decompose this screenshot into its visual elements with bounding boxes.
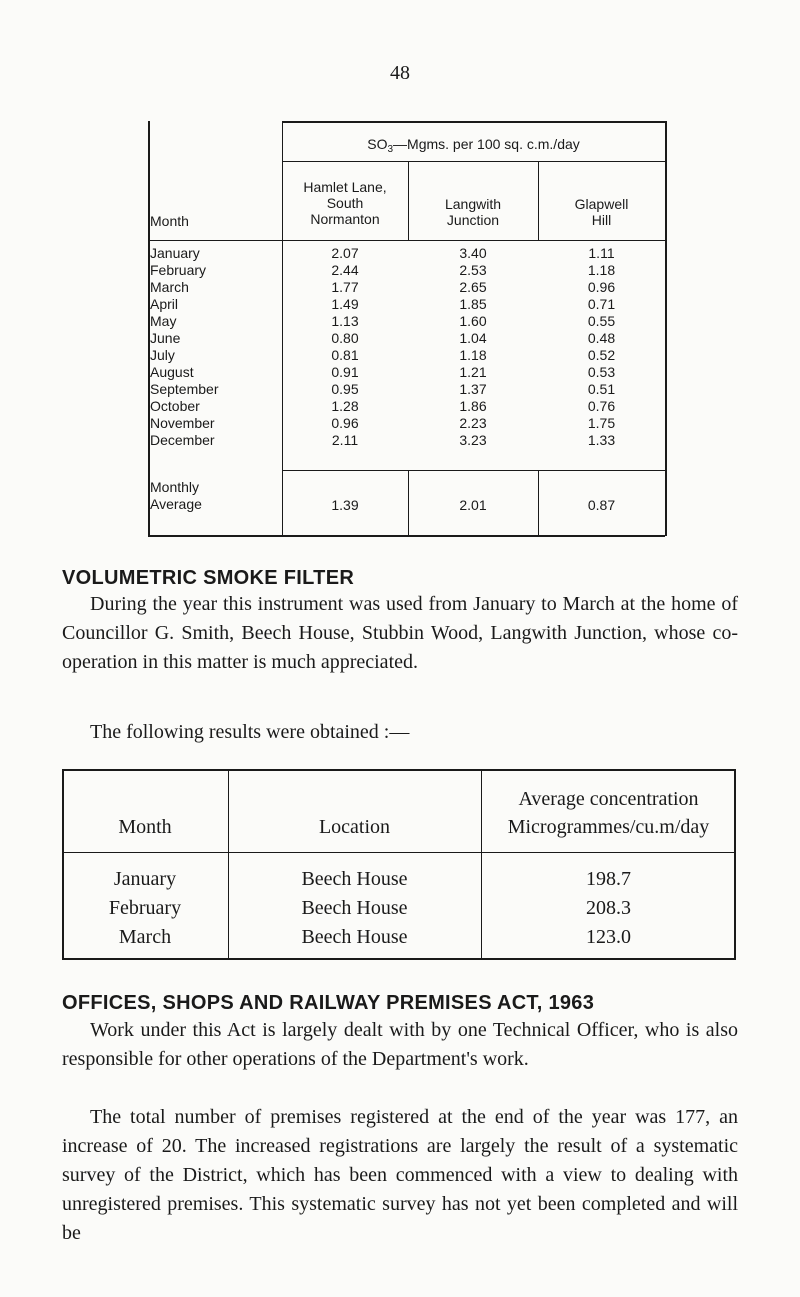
- month-header: Month: [150, 213, 189, 229]
- table-row: January 2.07 3.40 1.11: [150, 245, 615, 261]
- month-cell: March: [118, 926, 172, 948]
- paragraph: The following results were obtained :—: [90, 721, 410, 743]
- month-cell: February: [108, 897, 182, 919]
- month-header: Month: [118, 816, 172, 838]
- average-row: 1.39 2.01 0.87: [331, 497, 616, 513]
- location-cell: Beech House: [301, 897, 408, 919]
- value-cell: 123.0: [586, 926, 631, 948]
- table-rule: [665, 121, 667, 536]
- month-cell: January: [113, 868, 177, 890]
- table-row: October 1.28 1.86 0.76: [150, 398, 616, 414]
- smoke-results-table: [62, 769, 736, 959]
- so3-table: [148, 121, 665, 536]
- paragraph: Work under this Act is largely dealt with by one Technical Officer, who is also responsible for other operations of the Department's work.: [62, 1019, 738, 1070]
- table-row: May 1.13 1.60 0.55: [150, 313, 616, 329]
- table-row: November 0.96 2.23 1.75: [150, 415, 616, 431]
- table-rule: [282, 161, 665, 162]
- table-row: April 1.49 1.85 0.71: [150, 296, 616, 312]
- section-heading-offices-act: OFFICES, SHOPS AND RAILWAY PREMISES ACT, 1963: [62, 992, 595, 1014]
- paragraph: The total number of premises registered at the end of the year was 177, an increase of 20. The increased registrations are largely the result of a systematic survey of the District, which has been commenced with a view to dealing with unregistered premises. This systematic survey has not yet been completed and will be: [62, 1106, 738, 1244]
- column-header-glapwell: Glapwell Hill: [574, 196, 629, 228]
- table-rule: [148, 535, 665, 537]
- location-cell: Beech House: [301, 868, 408, 890]
- column-header-normanton: Hamlet Lane, South Normanton: [303, 179, 387, 227]
- table-row: August 0.91 1.21 0.53: [150, 364, 616, 380]
- table-row: July 0.81 1.18 0.52: [150, 347, 616, 363]
- location-header: Location: [318, 816, 391, 838]
- value-cell: 208.3: [586, 897, 631, 919]
- table-row: June 0.80 1.04 0.48: [150, 330, 616, 346]
- table-rule: [282, 121, 665, 123]
- table-row: February 2.44 2.53 1.18: [150, 262, 616, 278]
- table-row: December 2.11 3.23 1.33: [150, 432, 616, 448]
- column-header-langwith: Langwith Junction: [444, 196, 502, 228]
- table-rule: [62, 958, 736, 960]
- table-rule: [148, 240, 665, 241]
- paragraph: During the year this instrument was used from January to March at the home of Councillor G. Smith, Beech House, Stubbin Wood, Langwith Junction, whose co-operation in this matter is much appreciated.: [62, 593, 738, 673]
- table-row: March 1.77 2.65 0.96: [150, 279, 616, 295]
- average-label: Monthly Average: [150, 479, 202, 512]
- table-rule: [62, 852, 736, 853]
- table-rule: [62, 769, 736, 771]
- average-concentration-header: Average concentration Microgrammes/cu.m/day: [507, 788, 710, 838]
- table-rule: [282, 470, 665, 471]
- value-cell: 198.7: [586, 868, 631, 890]
- table-row: September 0.95 1.37 0.51: [150, 381, 616, 397]
- table-title: $SO_3—Mgms$. per 100 sq. c.m./day: [367, 136, 580, 155]
- section-heading-smoke-filter: VOLUMETRIC SMOKE FILTER: [62, 567, 355, 589]
- page-number: 48: [390, 62, 410, 84]
- location-cell: Beech House: [301, 926, 408, 948]
